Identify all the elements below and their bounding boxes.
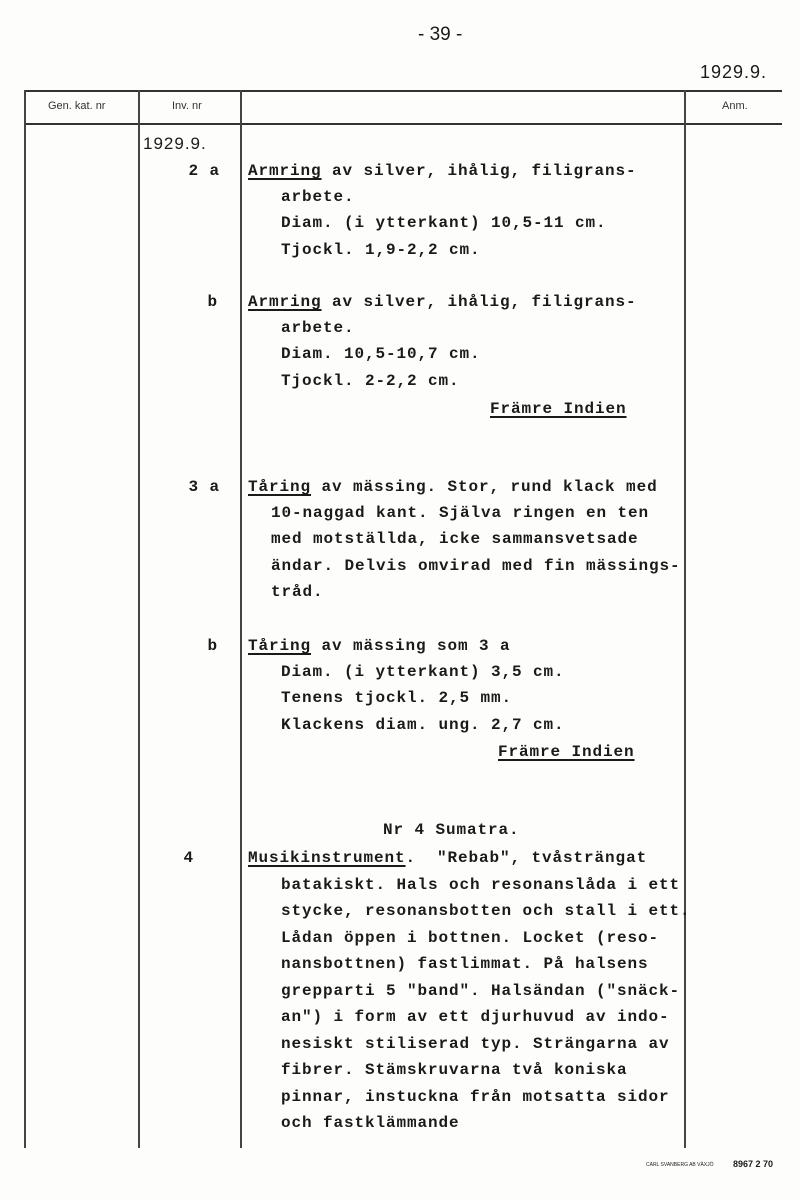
entry-text: av silver, ihålig, filigrans-	[321, 162, 637, 180]
object-name: Armring	[248, 162, 322, 180]
entry-first-line	[248, 478, 658, 496]
entry-text: av silver, ihålig, filigrans-	[321, 293, 637, 311]
header-inv: Inv. nr	[172, 100, 202, 112]
column-divider	[138, 90, 140, 1148]
entry-line: fibrer. Stämskruvarna två koniska	[281, 1061, 628, 1079]
entry-line: Tenens tjockl. 2,5 mm.	[281, 689, 513, 708]
section-heading: Nr 4 Sumatra.	[383, 821, 520, 839]
entry-line: 10-naggad kant. Själva ringen en ten	[271, 504, 650, 523]
inv-year: 1929.9.	[143, 134, 207, 153]
entry-first-line	[248, 162, 637, 180]
column-divider	[240, 90, 242, 1148]
entry-text: av mässing. Stor, rund klack med	[311, 478, 658, 496]
entry-line: arbete.	[281, 319, 355, 338]
entry-line: ändar. Delvis omvirad med fin mässings-	[271, 556, 681, 575]
entry-line: arbete.	[281, 188, 355, 207]
inv-number: b	[207, 293, 218, 311]
page-number: - 39 -	[418, 24, 463, 45]
entry-line: an") i form av ett djurhuvud av indo-	[281, 1008, 670, 1026]
entry-line: Klackens diam. ung. 2,7 cm.	[281, 715, 565, 734]
entry-line: tråd.	[271, 582, 324, 601]
form-number: 8967 2 70	[733, 1159, 774, 1169]
entry-line: Lådan öppen i bottnen. Locket (reso-	[281, 928, 660, 947]
entry-line: pinnar, instuckna från motsatta sidor	[281, 1087, 670, 1106]
entry-line: och fastklämmande	[281, 1114, 460, 1132]
entry-line: stycke, resonansbotten och stall i ett.	[281, 902, 691, 920]
inv-number: 4	[183, 849, 194, 867]
inv-number: 3 a	[188, 478, 220, 496]
origin-text: Främre Indien	[498, 743, 635, 761]
entry-line: Diam. (i ytterkant) 10,5-11 cm.	[281, 214, 607, 233]
entry-line: batakiskt. Hals och resonanslåda i ett	[281, 875, 681, 894]
entry-first-line	[248, 637, 511, 655]
object-name: Tåring	[248, 637, 312, 655]
entry-line: nesiskt stiliserad typ. Strängarna av	[281, 1034, 670, 1053]
object-name: Tåring	[248, 478, 312, 496]
origin-label	[490, 400, 627, 418]
entry-text: . "Rebab", tvåsträngat	[405, 849, 648, 867]
year-reference: 1929.9.	[700, 62, 768, 82]
inv-number: b	[207, 637, 218, 655]
object-name: Armring	[248, 293, 322, 311]
entry-first-line	[248, 849, 647, 867]
entry-text: av mässing som 3 a	[311, 637, 511, 655]
entry-line: Diam. (i ytterkant) 3,5 cm.	[281, 663, 565, 682]
column-divider	[684, 90, 686, 1148]
entry-line: Tjockl. 1,9-2,2 cm.	[281, 240, 481, 259]
object-name: Musikinstrument	[248, 849, 406, 867]
entry-line: grepparti 5 "band". Halsändan ("snäck-	[281, 981, 681, 1000]
entry-line: Diam. 10,5-10,7 cm.	[281, 345, 481, 364]
entry-line: Tjockl. 2-2,2 cm.	[281, 371, 460, 390]
header-gen-kat: Gen. kat. nr	[48, 100, 106, 112]
printer-mark: CARL SVANBERG AB VÄXJÖ	[646, 1162, 714, 1168]
origin-label	[498, 743, 635, 761]
entry-first-line	[248, 293, 637, 311]
inv-number: 2 a	[188, 162, 220, 180]
header-anm: Anm.	[722, 100, 748, 112]
entry-line: med motställda, icke sammansvetsade	[271, 530, 639, 549]
column-divider	[24, 90, 26, 1148]
entry-line: nansbottnen) fastlimmat. På halsens	[281, 955, 649, 973]
origin-text: Främre Indien	[490, 400, 627, 418]
